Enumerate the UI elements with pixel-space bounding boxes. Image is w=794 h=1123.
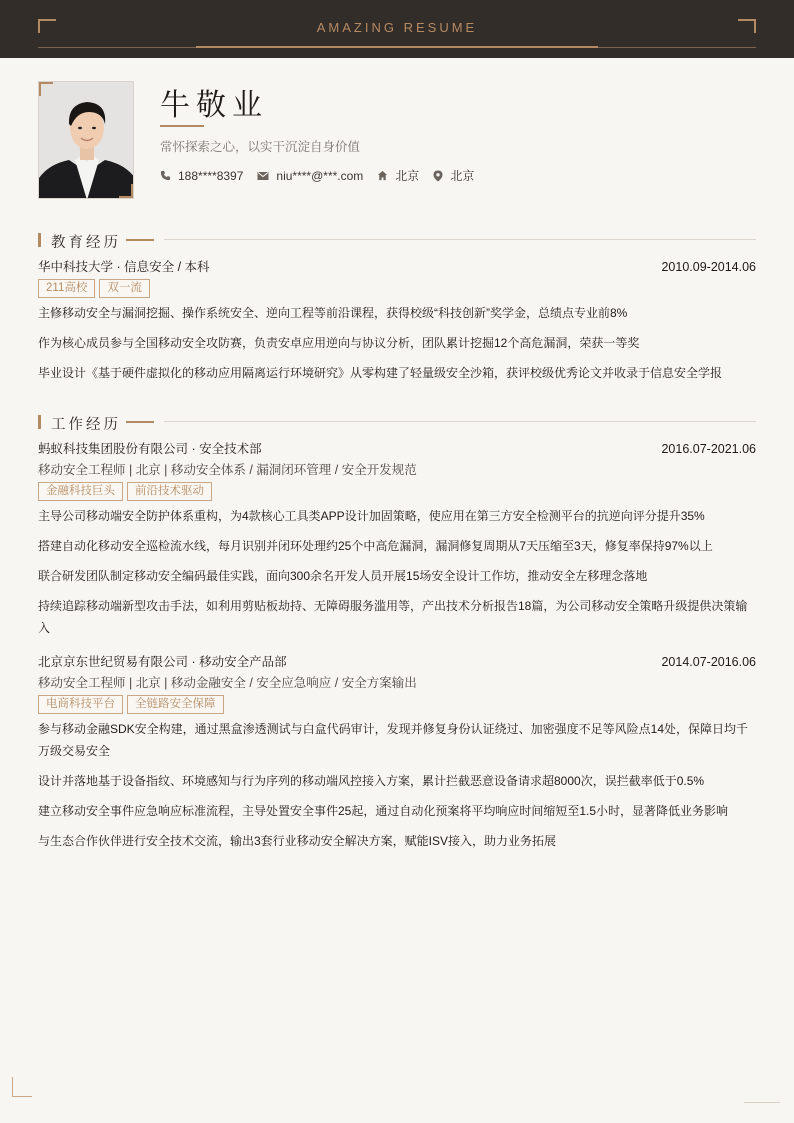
tag: 前沿技术驱动 <box>127 482 212 501</box>
contact-location <box>433 167 474 184</box>
tag: 金融科技巨头 <box>38 482 123 501</box>
bullet-item: 作为核心成员参与全国移动安全攻防赛，负责安卓应用逆向与协议分析，团队累计挖掘12个高危漏洞，荣获一等奖 <box>38 336 640 350</box>
contact-phone <box>160 169 243 183</box>
tag-list <box>38 279 756 298</box>
portrait-image <box>39 82 134 199</box>
location-pin-icon <box>433 170 443 182</box>
entry-date: 2016.07-2021.06 <box>661 442 756 456</box>
bullet-item: 联合研发团队制定移动安全编码最佳实践，面向300余名开发人员开展15场安全设计工作坊，推动安全左移理念落地 <box>38 569 648 583</box>
bullet-item: 设计并落地基于设备指纹、环境感知与行为序列的移动端风控接入方案，累计拦截恶意设备请求超8000次，误拦截率低于0.5% <box>38 774 705 788</box>
education-entry <box>38 259 756 392</box>
tag: 电商科技平台 <box>38 695 123 714</box>
contact-text: 188****8397 <box>178 168 244 183</box>
bullet-item: 持续追踪移动端新型攻击手法，如利用剪贴板劫持、无障碍服务滥用等，产出技术分析报告18篇，为公司移动安全策略升级提供决策输入 <box>38 599 748 635</box>
tag: 211高校 <box>38 279 95 298</box>
bullet-item: 主修移动安全与漏洞挖掘、操作系统安全、逆向工程等前沿课程，获得校级“科技创新”奖学金，总绩点专业前8% <box>38 306 628 320</box>
bullet-item: 主导公司移动端安全防护体系重构，为4款核心工具类APP设计加固策略，使应用在第三方安全检测平台的抗逆向评分提升35% <box>38 509 705 523</box>
header-accent-line <box>196 46 598 48</box>
photo-corner-ornament <box>39 82 53 96</box>
tag: 全链路安全保障 <box>127 695 224 714</box>
name-underline <box>160 125 204 127</box>
bullet-item: 参与移动金融SDK安全构建，通过黑盒渗透测试与白盒代码审计，发现并修复身份认证绕过、加密强度不足等风险点14处，保障日均千万级交易安全 <box>38 722 749 758</box>
footer-line <box>744 1102 780 1103</box>
bullet-list <box>38 718 756 852</box>
entry-date: 2014.07-2016.06 <box>661 655 756 669</box>
bullet-item: 毕业设计《基于硬件虚拟化的移动应用隔离运行环境研究》从零构建了轻量级安全沙箱，获评校级优秀论文并收录于信息安全学报 <box>38 366 723 380</box>
work-entry <box>38 441 756 647</box>
phone-icon <box>160 170 171 181</box>
contact-text: 北京 <box>450 169 475 183</box>
bullet-item: 与生态合作伙伴进行安全技术交流，输出3套行业移动安全解决方案，赋能ISV接入，助力业务拓展 <box>38 834 557 848</box>
bullet-list <box>38 505 756 639</box>
section-title: 工作经历 <box>51 417 121 433</box>
header-title: AMAZING RESUME <box>316 20 478 35</box>
tag: 双一流 <box>99 279 150 298</box>
home-icon <box>377 170 388 181</box>
contact-list <box>160 167 488 184</box>
contact-home <box>377 167 419 184</box>
entry-title: 蚂蚁科技集团股份有限公司 · 安全技术部 <box>38 442 262 456</box>
section-bar <box>38 233 41 247</box>
section-divider <box>164 239 756 240</box>
section-divider <box>164 421 756 422</box>
bullet-list <box>38 302 756 384</box>
section-accent-line <box>126 421 154 423</box>
contact-text: 北京 <box>395 169 420 183</box>
contact-text: niu****@***.com <box>276 168 364 183</box>
motto: 常怀探索之心，以实干沉淀自身价值 <box>160 140 361 154</box>
section-title: 教育经历 <box>51 235 121 251</box>
header-band <box>0 0 794 58</box>
corner-ornament <box>12 1077 32 1097</box>
entry-subtitle: 移动安全工程师 | 北京 | 移动安全体系 / 漏洞闭环管理 / 安全开发规范 <box>38 463 417 477</box>
mail-icon <box>257 171 269 181</box>
candidate-name: 牛敬业 <box>160 89 268 122</box>
bullet-item: 搭建自动化移动安全巡检流水线，每月识别并闭环处理约25个中高危漏洞，漏洞修复周期从7天压缩至3天，修复率保持97%以上 <box>38 539 713 553</box>
work-entry <box>38 654 756 860</box>
entry-title: 北京京东世纪贸易有限公司 · 移动安全产品部 <box>38 655 287 669</box>
contact-email <box>257 169 363 183</box>
section-heading-education <box>38 231 756 249</box>
bullet-item: 建立移动安全事件应急响应标准流程，主导处置安全事件25起，通过自动化预案将平均响应时间缩短至1.5小时，显著降低业务影响 <box>38 804 729 818</box>
section-bar <box>38 415 41 429</box>
profile-photo <box>38 81 134 199</box>
tag-list <box>38 695 756 714</box>
entry-title: 华中科技大学 · 信息安全 / 本科 <box>38 260 210 274</box>
entry-date: 2010.09-2014.06 <box>661 260 756 274</box>
section-accent-line <box>126 239 154 241</box>
photo-corner-ornament <box>119 184 133 198</box>
tag-list <box>38 482 756 501</box>
entry-subtitle: 移动安全工程师 | 北京 | 移动金融安全 / 安全应急响应 / 安全方案输出 <box>38 676 417 690</box>
section-heading-work <box>38 413 756 431</box>
